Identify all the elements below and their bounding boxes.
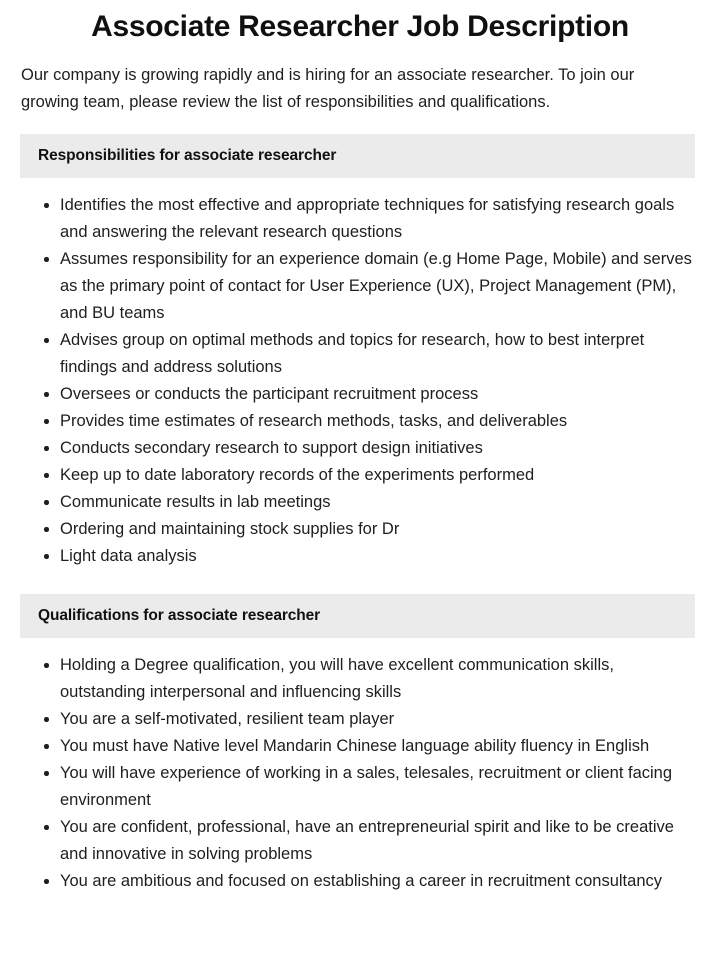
list-item: You must have Native level Mandarin Chinese language ability fluency in English — [44, 733, 698, 760]
list-item: Provides time estimates of research methods, tasks, and deliverables — [44, 408, 698, 435]
list-item: You will have experience of working in a sales, telesales, recruitment or client facing environment — [44, 760, 698, 814]
list-item: Advises group on optimal methods and topics for research, how to best interpret findings and address solutions — [44, 327, 698, 381]
qualifications-header-bar — [20, 594, 695, 638]
list-item: Oversees or conducts the participant recruitment process — [44, 381, 698, 408]
list-item: Ordering and maintaining stock supplies for Dr — [44, 516, 698, 543]
intro-paragraph: Our company is growing rapidly and is hiring for an associate researcher. To join our growing team, please review the list of responsibilities and qualifications. — [21, 66, 635, 111]
list-item: Holding a Degree qualification, you will have excellent communication skills, outstanding interpersonal and influencing skills — [44, 652, 698, 706]
list-item: Communicate results in lab meetings — [44, 489, 698, 516]
list-item: Assumes responsibility for an experience domain (e.g Home Page, Mobile) and serves as the primary point of contact for User Experience (UX), Project Management (PM), and BU teams — [44, 246, 698, 327]
responsibilities-list — [0, 178, 720, 570]
responsibilities-header-bar — [20, 134, 695, 178]
list-item: Conducts secondary research to support design initiatives — [44, 435, 698, 462]
page-title: Associate Researcher Job Description — [91, 10, 629, 43]
list-item: You are confident, professional, have an entrepreneurial spirit and like to be creative and innovative in solving problems — [44, 814, 698, 868]
responsibilities-heading: Responsibilities for associate researcher — [38, 147, 337, 164]
qualifications-heading: Qualifications for associate researcher — [38, 607, 321, 624]
responsibilities-section — [0, 134, 720, 570]
list-item: Light data analysis — [44, 543, 698, 570]
list-item: You are ambitious and focused on establishing a career in recruitment consultancy — [44, 868, 698, 895]
list-item: Identifies the most effective and appropriate techniques for satisfying research goals and answering the relevant research questions — [44, 192, 698, 246]
qualifications-list — [0, 638, 720, 895]
qualifications-section — [0, 594, 720, 895]
list-item: You are a self-motivated, resilient team player — [44, 706, 698, 733]
list-item: Keep up to date laboratory records of the experiments performed — [44, 462, 698, 489]
